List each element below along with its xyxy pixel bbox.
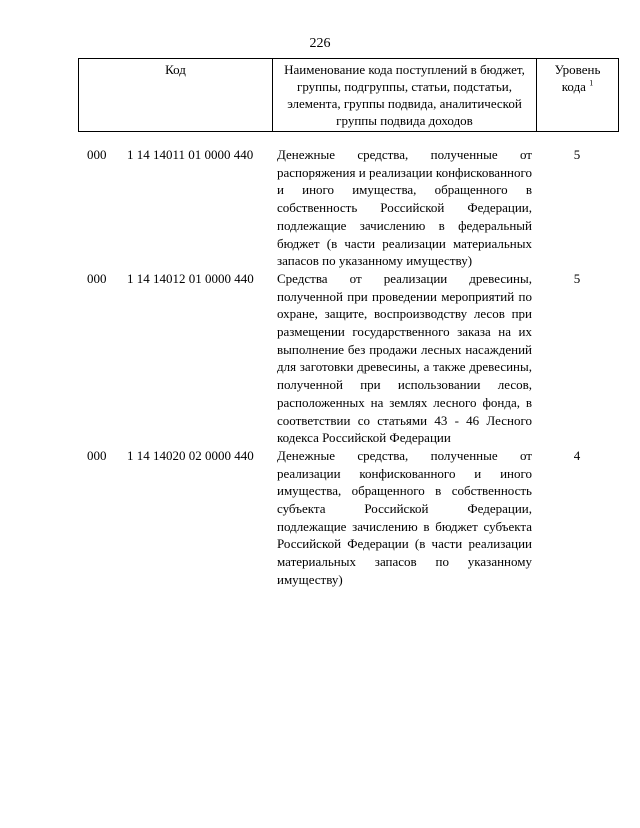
header-level-line1: Уровень: [554, 62, 601, 77]
code-level: 4: [573, 447, 581, 463]
admin-code: 000: [87, 270, 107, 286]
revenue-code: 1 14 14020 02 0000 440: [127, 447, 254, 463]
header-level: [537, 59, 619, 132]
header-row: [79, 59, 619, 132]
code-cell: [78, 447, 272, 589]
revenue-name: Денежные средства, полученные от реализации конфискованного и иного имущества, обращенного в собственность субъекта Российской Федерации, подлежащие зачислению в бюджет субъекта Российской Федерации (в части реализации материальных запасов по указанному имуществу): [277, 447, 532, 587]
revenue-name: Денежные средства, полученные от распоряжения и реализации конфискованного и иного имущества, обращенного в собственность Российской Федерации, подлежащие зачислению в федеральный бюджет (в части реализации материальных запасов по указанному имуществу): [277, 147, 532, 269]
code-level: 5: [573, 147, 581, 162]
header-name: [273, 59, 537, 132]
code-cell: [78, 270, 272, 447]
table-row: [78, 146, 618, 270]
header-level-footnote: 1: [589, 78, 594, 88]
table-header: [78, 58, 619, 132]
page-number: 226: [309, 36, 331, 51]
table-row: [78, 270, 618, 447]
revenue-code: 1 14 14011 01 0000 440: [127, 147, 254, 162]
revenue-code: 1 14 14012 01 0000 440: [127, 270, 254, 286]
header-level-line2: кода: [561, 79, 586, 94]
header-code-label: Код: [165, 62, 186, 77]
admin-code: 000: [87, 447, 107, 463]
code-level: 5: [573, 270, 581, 286]
header-code: [79, 59, 273, 132]
table-body: [78, 146, 618, 589]
admin-code: 000: [87, 147, 107, 162]
table-row: [78, 447, 618, 589]
revenue-name: Средства от реализации древесины, полученной при проведении мероприятий по охране, защите, воспроизводству лесов при размещении государственного заказа на их выполнение без продажи лесных насаждений для заготовки древесины, а также древесины, полученной при использовании лесов, расположенных на землях лесного фонда, в соответствии со статьями 43 - 46 Лесного кодекса Российской Федерации: [277, 270, 532, 446]
code-cell: [78, 146, 272, 270]
header-name-label: Наименование кода поступлений в бюджет, группы, подгруппы, статьи, подстатьи, элемента, группы подвида, аналитической группы подвида доходов: [284, 62, 525, 128]
